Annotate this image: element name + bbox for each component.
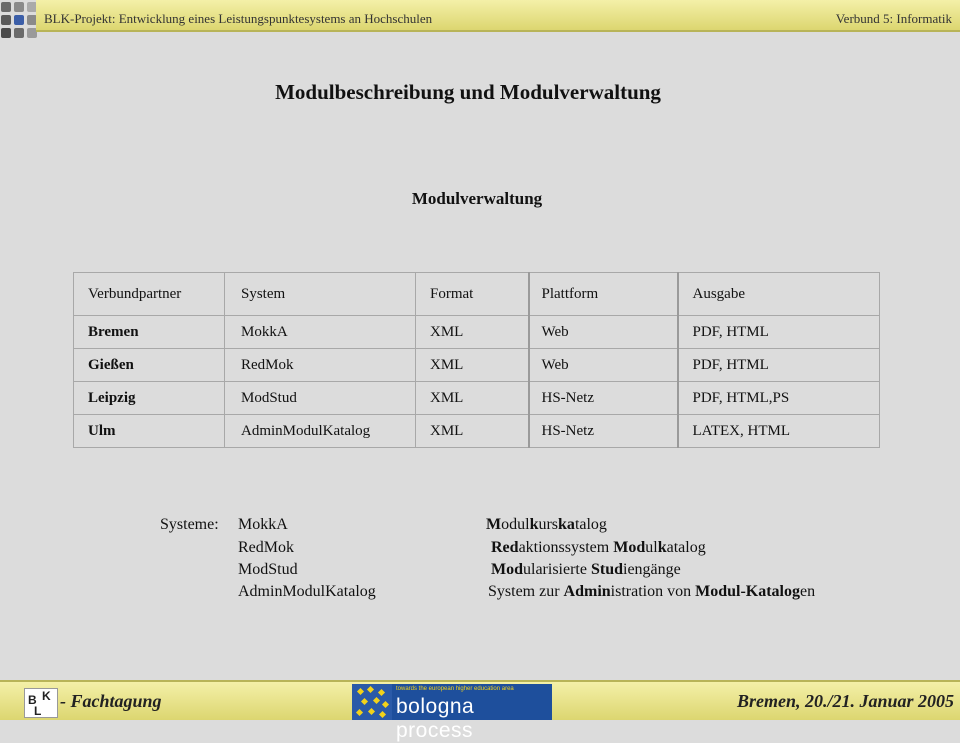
table-row	[74, 415, 880, 448]
module-management-table	[73, 272, 880, 448]
desc-segment: atalog	[666, 539, 706, 556]
desc-bold-segment: Mod	[491, 561, 523, 578]
system-description	[491, 539, 706, 557]
table-cell: Web	[529, 349, 678, 382]
event-label: - Fachtagung	[60, 691, 162, 711]
desc-segment: en	[800, 583, 816, 600]
system-code: MokkA	[238, 516, 288, 533]
table-row	[74, 382, 880, 415]
system-code: AdminModulKatalog	[238, 583, 376, 600]
table-cell: Gießen	[74, 349, 225, 382]
page-title: Modulbeschreibung und Modulverwaltung	[275, 80, 661, 104]
bologna-process-logo	[352, 684, 552, 742]
table-cell: HS-Netz	[529, 382, 678, 415]
logo-letter: L	[34, 704, 42, 718]
table-cell: PDF, HTML	[678, 316, 880, 349]
table-row	[74, 349, 880, 382]
desc-segment: istration von	[610, 583, 696, 600]
desc-bold-segment: Stud	[590, 561, 623, 578]
table-cell: RedMok	[225, 349, 416, 382]
header-cell: Format	[416, 273, 529, 316]
desc-segment: System zur	[488, 583, 564, 600]
desc-bold-segment: Mod	[613, 539, 646, 556]
systems-label: Systeme:	[160, 516, 219, 533]
table-cell: Bremen	[74, 316, 225, 349]
logo-square	[14, 15, 24, 25]
table-cell: PDF, HTML	[678, 349, 880, 382]
desc-bold-segment: k	[529, 516, 539, 533]
table-cell: Ulm	[74, 415, 225, 448]
table-cell: HS-Netz	[529, 415, 678, 448]
event-date: Bremen, 20./21. Januar 2005	[736, 691, 954, 711]
logo-letter: B	[28, 693, 37, 707]
bologna-name: bologna process	[396, 695, 475, 742]
table-cell: XML	[416, 349, 529, 382]
logo-letter: K	[42, 689, 51, 703]
section-title: Modulverwaltung	[411, 189, 543, 208]
table-row	[74, 316, 880, 349]
blk-logo-icon	[24, 688, 58, 718]
table-cell: AdminModulKatalog	[225, 415, 416, 448]
network-label: Verbund 5: Informatik	[835, 11, 952, 26]
table-cell: XML	[416, 382, 529, 415]
logo-square	[1, 15, 11, 25]
table-cell: Web	[529, 316, 678, 349]
header-cell: System	[225, 273, 416, 316]
desc-segment: aktionssystem	[518, 539, 614, 556]
desc-bold-segment: Modul-Katalog	[695, 583, 800, 600]
system-description	[488, 583, 815, 601]
desc-segment: odul	[501, 516, 530, 533]
logo-square	[14, 2, 24, 12]
table-cell: MokkA	[225, 316, 416, 349]
desc-bold-segment: Red	[491, 539, 519, 556]
desc-bold-segment: M	[486, 516, 502, 533]
logo-square	[1, 28, 11, 38]
desc-segment: talog	[574, 516, 607, 533]
system-code: ModStud	[238, 561, 298, 578]
logo-grid-icon	[0, 0, 38, 40]
bologna-tagline: towards the european higher education area	[396, 686, 514, 692]
header-bar	[36, 0, 960, 32]
logo-square	[1, 2, 11, 12]
desc-segment: ularisierte	[523, 561, 591, 578]
system-description	[491, 561, 681, 579]
table-cell: LATEX, HTML	[678, 415, 880, 448]
desc-bold-segment: Admin	[563, 583, 611, 600]
desc-bold-segment: k	[657, 539, 667, 556]
table-cell: Leipzig	[74, 382, 225, 415]
project-title: BLK-Projekt: Entwicklung eines Leistungspunktesystems an Hochschulen	[44, 11, 433, 26]
system-code: RedMok	[238, 539, 294, 556]
header	[0, 0, 960, 40]
table-cell: XML	[416, 415, 529, 448]
stars-icon	[352, 684, 392, 720]
header-cell: Plattform	[529, 273, 678, 316]
desc-segment: ul	[645, 539, 658, 556]
desc-segment: urs	[538, 516, 559, 533]
header-cell: Ausgabe	[678, 273, 880, 316]
desc-bold-segment: ka	[558, 516, 575, 533]
table-cell: XML	[416, 316, 529, 349]
header-cell: Verbundpartner	[74, 273, 225, 316]
table-cell: PDF, HTML,PS	[678, 382, 880, 415]
table-cell: ModStud	[225, 382, 416, 415]
desc-segment: iengänge	[623, 561, 681, 578]
table-header-row	[74, 273, 880, 316]
system-description	[486, 516, 607, 534]
logo-square	[14, 28, 24, 38]
